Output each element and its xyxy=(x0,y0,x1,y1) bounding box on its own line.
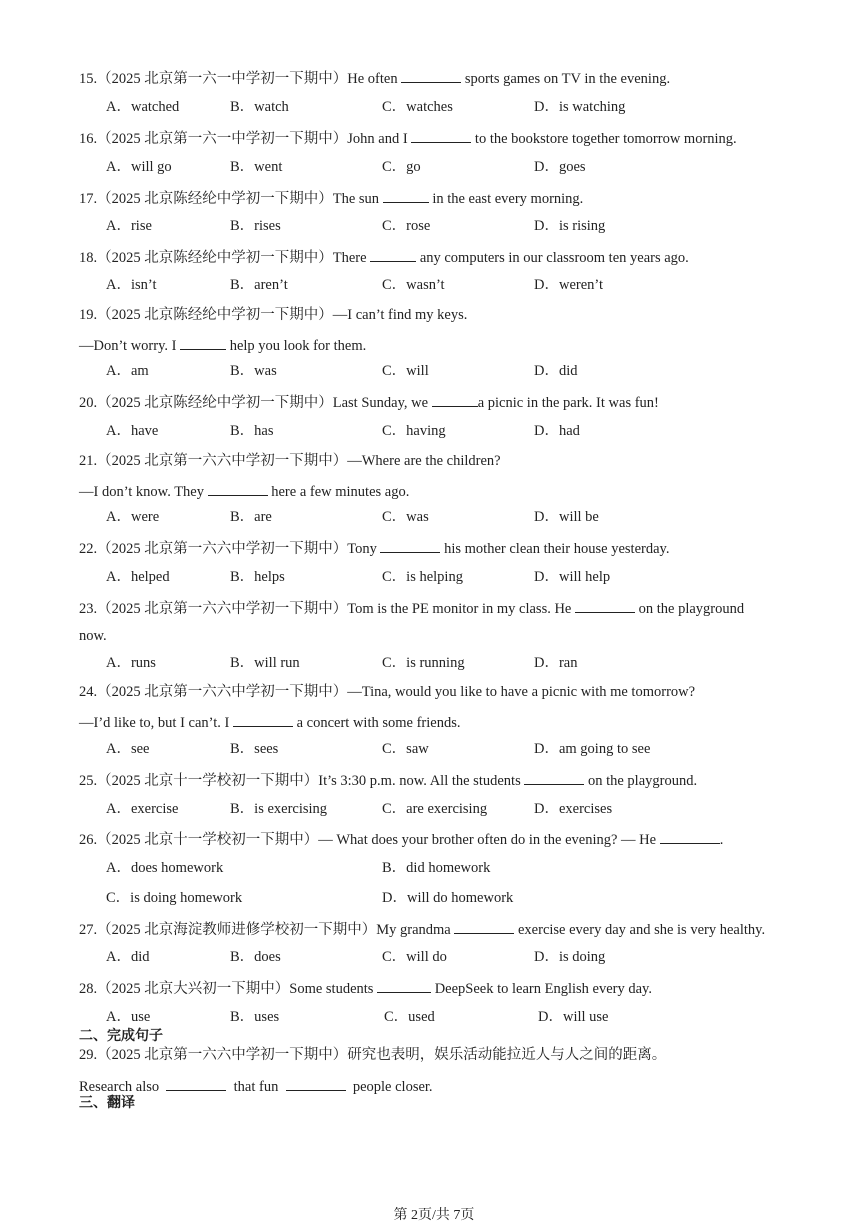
question-15 xyxy=(79,68,670,88)
question-source: （2025 北京第一六一中学初一下期中） xyxy=(97,71,348,87)
question-text: a picnic in the park. It was fun! xyxy=(477,395,659,411)
option-c[interactable]: C．was xyxy=(382,509,429,525)
question-number: 26. xyxy=(79,832,98,848)
option-d[interactable]: D．goes xyxy=(534,159,586,175)
question-number: 27. xyxy=(79,922,98,938)
question-text: a concert with some friends. xyxy=(296,715,461,731)
question-text: here a few minutes ago. xyxy=(271,484,410,500)
option-b[interactable]: B．aren’t xyxy=(230,277,288,293)
answer-blank[interactable] xyxy=(524,770,584,785)
question-text: — What does your brother often do in the evening? — He xyxy=(318,832,657,848)
question-18 xyxy=(79,247,689,267)
question-number: 23. xyxy=(79,601,98,617)
option-a[interactable]: A．am xyxy=(106,363,149,379)
question-source: （2025 北京第一六六中学初一下期中） xyxy=(97,541,348,557)
option-b[interactable]: B．will run xyxy=(230,655,300,671)
question-source: （2025 北京第一六六中学初一下期中） xyxy=(97,684,348,700)
option-c[interactable]: C．wasn’t xyxy=(382,277,445,293)
question-24 xyxy=(79,683,695,701)
question-16 xyxy=(79,128,737,148)
question-text: —I can’t find my keys. xyxy=(332,307,468,323)
question-number: 28. xyxy=(79,981,98,997)
option-a[interactable]: A．runs xyxy=(106,655,156,671)
question-27 xyxy=(79,919,765,939)
option-b[interactable]: B．watch xyxy=(230,99,289,115)
question-number: 25. xyxy=(79,773,98,789)
sentence-text: that fun xyxy=(233,1079,279,1095)
question-28 xyxy=(79,978,652,998)
question-number: 16. xyxy=(79,131,98,147)
answer-blank[interactable] xyxy=(432,392,478,407)
question-number: 24. xyxy=(79,684,98,700)
question-22 xyxy=(79,538,669,558)
question-25 xyxy=(79,770,697,790)
question-text: The sun xyxy=(332,191,380,207)
sentence-text: people closer. xyxy=(352,1079,433,1095)
answer-blank[interactable] xyxy=(377,978,431,993)
question-text: Last Sunday, we xyxy=(332,395,429,411)
option-a[interactable]: A．helped xyxy=(106,569,170,585)
question-number: 21. xyxy=(79,453,98,469)
question-source: （2025 北京十一学校初一下期中） xyxy=(97,832,319,848)
question-text: —I’d like to, but I can’t. I xyxy=(79,715,230,731)
question-text: . xyxy=(719,832,724,848)
question-text: on the playground xyxy=(638,601,745,617)
option-b[interactable]: B．uses xyxy=(230,1009,280,1025)
question-source: （2025 北京第一六一中学初一下期中） xyxy=(97,131,348,147)
question-text: There xyxy=(332,250,367,266)
question-text: sports games on TV in the evening. xyxy=(464,71,671,87)
option-a[interactable]: A．were xyxy=(106,509,160,525)
section-heading-complete-sentences: 二、完成句子 xyxy=(79,1028,163,1044)
option-c[interactable]: C．is running xyxy=(382,655,465,671)
option-b[interactable]: B．rises xyxy=(230,218,281,234)
question-source: （2025 北京陈经纶中学初一下期中） xyxy=(97,395,333,411)
option-d[interactable]: D．did xyxy=(534,363,578,379)
option-a[interactable]: A．does homework xyxy=(106,860,224,876)
option-a[interactable]: A．have xyxy=(106,423,159,439)
question-text: exercise every day and she is very healthy. xyxy=(518,922,766,938)
question-number: 15. xyxy=(79,71,98,87)
question-21 xyxy=(79,452,501,470)
page-footer: 第 2页/共 7页 xyxy=(393,1208,475,1223)
option-a[interactable]: A．will go xyxy=(106,159,172,175)
answer-blank[interactable] xyxy=(166,1076,226,1091)
option-c[interactable]: C．is helping xyxy=(382,569,463,585)
question-text: any computers in our classroom ten years ago. xyxy=(419,250,689,266)
option-d[interactable]: D．is watching xyxy=(534,99,626,115)
question-source: （2025 北京十一学校初一下期中） xyxy=(97,773,319,789)
question-source: （2025 北京大兴初一下期中） xyxy=(97,981,290,997)
answer-blank[interactable] xyxy=(411,128,471,143)
question-text: —I don’t know. They xyxy=(79,484,204,500)
option-c[interactable]: C．will xyxy=(382,363,429,379)
answer-blank[interactable] xyxy=(575,598,635,613)
question-text: —Where are the children? xyxy=(347,453,501,469)
section-heading-translation: 三、翻译 xyxy=(79,1095,135,1111)
option-c[interactable]: C．used xyxy=(384,1009,435,1025)
question-text: —Don’t worry. I xyxy=(79,338,177,354)
option-d[interactable]: D．will help xyxy=(534,569,611,585)
option-a[interactable]: A．rise xyxy=(106,218,152,234)
question-23-line2 xyxy=(79,627,107,645)
question-number: 20. xyxy=(79,395,98,411)
question-source: （2025 北京陈经纶中学初一下期中） xyxy=(97,250,333,266)
answer-blank[interactable] xyxy=(180,335,226,350)
question-source: （2025 北京第一六六中学初一下期中） xyxy=(97,1047,348,1063)
option-b[interactable]: B．are xyxy=(230,509,272,525)
question-source: （2025 北京陈经纶中学初一下期中） xyxy=(97,307,333,323)
question-24-line2 xyxy=(79,712,460,732)
option-d[interactable]: D．exercises xyxy=(534,801,613,817)
option-d[interactable]: D．am going to see xyxy=(534,741,651,757)
question-29-line2 xyxy=(79,1076,433,1096)
option-b[interactable]: B．was xyxy=(230,363,277,379)
option-d[interactable]: D．ran xyxy=(534,655,578,671)
chinese-sentence: 研究也表明，娱乐活动能拉近人与人之间的距离。 xyxy=(347,1047,667,1063)
option-a[interactable]: A．did xyxy=(106,949,150,965)
answer-blank[interactable] xyxy=(380,538,440,553)
question-text: in the east every morning. xyxy=(432,191,584,207)
question-text: Some students xyxy=(289,981,374,997)
question-source: （2025 北京第一六六中学初一下期中） xyxy=(97,601,348,617)
question-text: John and I xyxy=(347,131,408,147)
answer-blank[interactable] xyxy=(454,919,514,934)
answer-blank[interactable] xyxy=(660,829,720,844)
option-a[interactable]: A．exercise xyxy=(106,801,179,817)
question-source: （2025 北京第一六六中学初一下期中） xyxy=(97,453,348,469)
question-text: now. xyxy=(79,628,107,644)
question-19-line2 xyxy=(79,335,366,355)
answer-blank[interactable] xyxy=(370,247,416,262)
question-19 xyxy=(79,306,467,324)
answer-blank[interactable] xyxy=(208,481,268,496)
question-23 xyxy=(79,598,744,618)
option-d[interactable]: D．is doing xyxy=(534,949,606,965)
question-text: Tony xyxy=(347,541,377,557)
option-a[interactable]: A．watched xyxy=(106,99,180,115)
question-number: 19. xyxy=(79,307,98,323)
option-c[interactable]: C．will do xyxy=(382,949,447,965)
option-d[interactable]: D．will use xyxy=(538,1009,609,1025)
option-c[interactable]: C．go xyxy=(382,159,421,175)
option-b[interactable]: B．does xyxy=(230,949,281,965)
option-c[interactable]: C．saw xyxy=(382,741,429,757)
option-c[interactable]: C．watches xyxy=(382,99,453,115)
question-text: My grandma xyxy=(376,922,451,938)
answer-blank[interactable] xyxy=(233,712,293,727)
question-number: 18. xyxy=(79,250,98,266)
option-a[interactable]: A．use xyxy=(106,1009,151,1025)
question-17 xyxy=(79,188,583,208)
question-text: Tom is the PE monitor in my class. He xyxy=(347,601,572,617)
question-text: help you look for them. xyxy=(229,338,367,354)
question-number: 22. xyxy=(79,541,98,557)
question-text: DeepSeek to learn English every day. xyxy=(434,981,652,997)
answer-blank[interactable] xyxy=(383,188,429,203)
option-d[interactable]: D．will be xyxy=(534,509,599,525)
question-source: （2025 北京海淀教师进修学校初一下期中） xyxy=(97,922,377,938)
question-text: It’s 3:30 p.m. now. All the students xyxy=(318,773,521,789)
question-source: （2025 北京陈经纶中学初一下期中） xyxy=(97,191,333,207)
question-text: to the bookstore together tomorrow morning. xyxy=(474,131,737,147)
question-text: He often xyxy=(347,71,398,87)
question-20 xyxy=(79,392,659,412)
option-b[interactable]: B．is exercising xyxy=(230,801,328,817)
option-d[interactable]: D．weren’t xyxy=(534,277,603,293)
question-number: 17. xyxy=(79,191,98,207)
option-c[interactable]: C．is doing homework xyxy=(106,890,243,906)
question-text: on the playground. xyxy=(587,773,698,789)
option-b[interactable]: B．sees xyxy=(230,741,279,757)
question-text: —Tina, would you like to have a picnic with me tomorrow? xyxy=(347,684,696,700)
option-b[interactable]: B．has xyxy=(230,423,274,439)
answer-blank[interactable] xyxy=(401,68,461,83)
option-d[interactable]: D．had xyxy=(534,423,580,439)
question-number: 29. xyxy=(79,1047,98,1063)
option-d[interactable]: D．is rising xyxy=(534,218,606,234)
option-d[interactable]: D．will do homework xyxy=(382,890,514,906)
question-29 xyxy=(79,1046,666,1064)
sentence-text: Research also xyxy=(79,1079,160,1095)
option-c[interactable]: C．are exercising xyxy=(382,801,488,817)
question-26 xyxy=(79,829,723,849)
question-text: his mother clean their house yesterday. xyxy=(444,541,670,557)
option-a[interactable]: A．isn’t xyxy=(106,277,157,293)
option-c[interactable]: C．rose xyxy=(382,218,431,234)
option-b[interactable]: B．helps xyxy=(230,569,285,585)
option-a[interactable]: A．see xyxy=(106,741,150,757)
answer-blank[interactable] xyxy=(286,1076,346,1091)
option-c[interactable]: C．having xyxy=(382,423,446,439)
option-b[interactable]: B．did homework xyxy=(382,860,491,876)
question-21-line2 xyxy=(79,481,409,501)
option-b[interactable]: B．went xyxy=(230,159,283,175)
